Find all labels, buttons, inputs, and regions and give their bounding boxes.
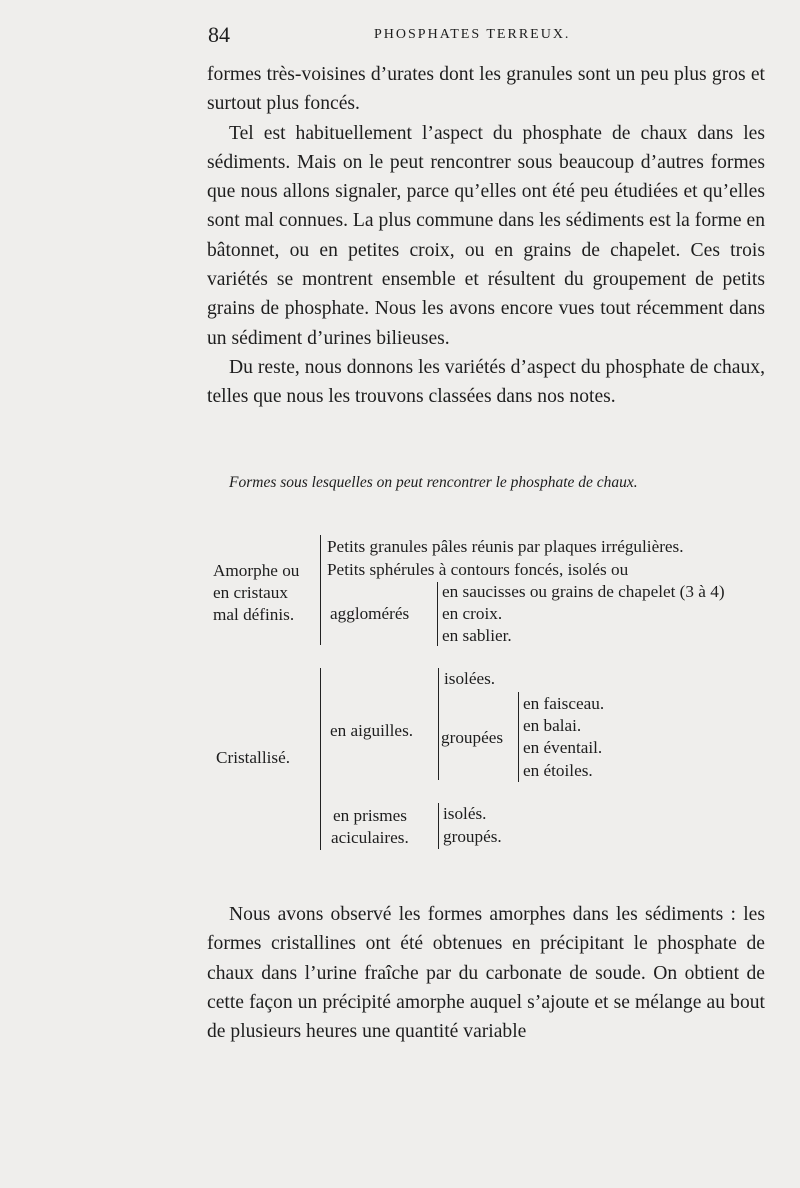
- brace-line: [438, 803, 439, 849]
- prismes-label-line: aciculaires.: [331, 828, 409, 847]
- amorphe-label-line: en cristaux: [213, 583, 288, 602]
- prismes-form: isolés.: [443, 804, 487, 823]
- groupees-form: en balai.: [523, 716, 582, 735]
- table-caption: Formes sous lesquelles on peut rencontrer le phosphate de chaux.: [229, 474, 638, 491]
- aiguilles-groupees: groupées: [441, 728, 504, 747]
- prismes-label-line: en prismes: [333, 806, 407, 825]
- groupees-form: en éventail.: [523, 738, 603, 757]
- paragraph: Tel est habituellement l’aspect du phosphate de chaux dans les sédiments. Mais on le peut rencontrer sous beaucoup d’autres formes que nous allons signaler, parce qu’elles ont été peu étudiées et qu’elles sont mal connues. La plus commune dans les sédiments est la forme en bâtonnet, ou en petites croix, ou en grains de chapelet. Ces trois variétés se montrent ensemble et résultent du groupement de petits grains de phosphate. Nous les avons encore vues tout récemment dans un sédiment d’urines bilieuses.: [207, 122, 765, 349]
- paragraph: formes très-voisines d’urates dont les granules sont un peu plus gros et surtout plus foncés.: [207, 64, 765, 115]
- prismes-form: groupés.: [443, 827, 502, 846]
- agglomeres-form: en sablier.: [442, 626, 512, 645]
- aiguilles-label: en aiguilles.: [330, 721, 414, 740]
- aiguilles-isolees: isolées.: [444, 669, 496, 688]
- brace-line: [437, 582, 438, 646]
- petits-granules: Petits granules pâles réunis par plaques irrégulières.: [327, 537, 684, 556]
- running-title: PHOSPHATES TERREUX.: [374, 27, 571, 42]
- agglomeres-form: en croix.: [442, 604, 503, 623]
- amorphe-label-line: Amorphe ou: [213, 561, 300, 580]
- body-text-bottom: [207, 900, 765, 1046]
- paragraph: Nous avons observé les formes amorphes dans les sédiments : les formes cristallines ont été obtenues en précipitant le phosphate de chaux dans l’urine fraîche par du carbonate de soude. On obtient de cette façon un précipité amorphe auquel s’ajoute et se mélange au bout de plusieurs heures une quantité variable: [207, 904, 765, 1043]
- cristallise-label: Cristallisé.: [216, 748, 290, 767]
- amorphe-label-line: mal définis.: [213, 605, 295, 624]
- paragraph: Du reste, nous donnons les variétés d’aspect du phosphate de chaux, telles que nous les trouvons classées dans nos notes.: [207, 356, 765, 408]
- page-number: 84: [208, 22, 230, 47]
- agglomeres-form: en saucisses ou grains de chapelet (3 à 4): [442, 582, 725, 601]
- brace-line: [518, 692, 519, 782]
- groupees-form: en étoiles.: [523, 761, 593, 780]
- petits-spherules: Petits sphérules à contours foncés, isolés ou: [327, 560, 629, 579]
- brace-line: [438, 668, 439, 780]
- groupees-form: en faisceau.: [523, 694, 605, 713]
- agglomeres-label: agglomérés: [330, 604, 410, 623]
- brace-line: [320, 668, 321, 850]
- brace-line: [320, 535, 321, 645]
